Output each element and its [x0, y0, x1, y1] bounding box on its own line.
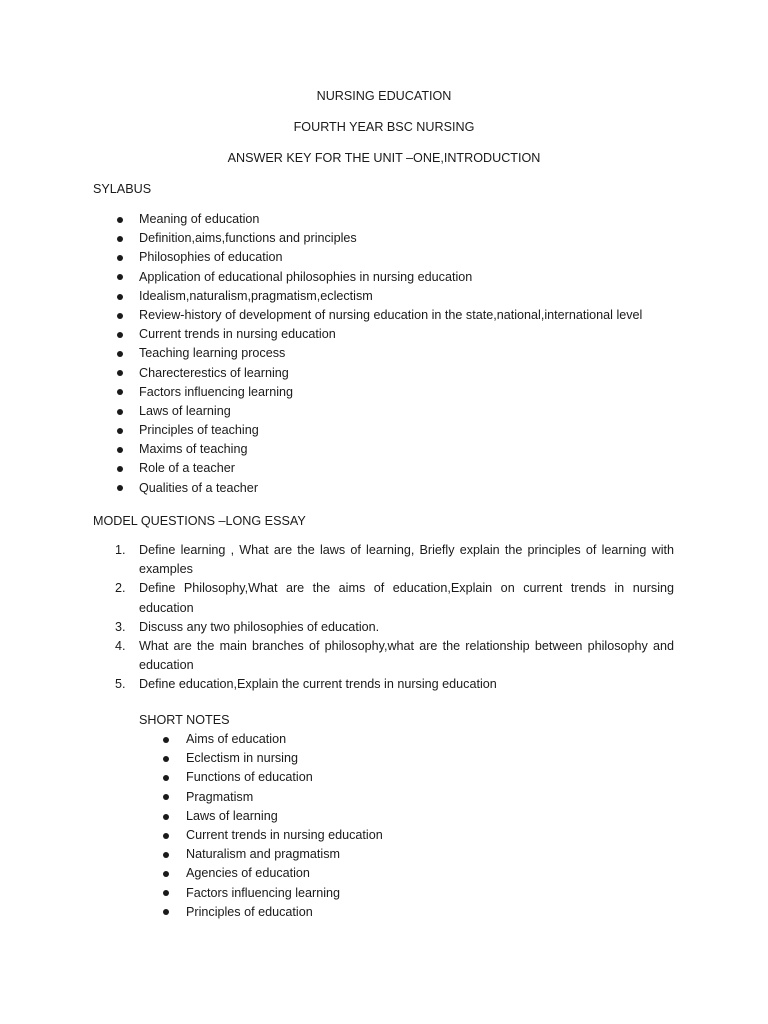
short-notes-heading: SHORT NOTES — [139, 713, 230, 727]
question-number: 4. — [115, 639, 126, 654]
list-item: Role of a teacher — [0, 459, 768, 478]
list-item: Idealism,naturalism,pragmatism,eclectism — [0, 287, 768, 306]
document-unit-heading: ANSWER KEY FOR THE UNIT –ONE,INTRODUCTION — [227, 151, 541, 165]
list-item: Philosophies of education — [0, 248, 768, 267]
list-item: Principles of teaching — [0, 421, 768, 440]
list-item: Agencies of education — [0, 864, 768, 883]
list-item: Maxims of teaching — [0, 440, 768, 459]
bullet-icon — [117, 389, 123, 395]
bullet-icon — [163, 794, 169, 800]
list-item: Meaning of education — [0, 210, 768, 229]
bullet-icon — [117, 236, 123, 242]
bullet-icon — [163, 814, 169, 820]
list-item: Functions of education — [0, 768, 768, 787]
question-number: 2. — [115, 581, 126, 596]
list-item: Current trends in nursing education — [0, 826, 768, 845]
bullet-icon — [117, 217, 123, 223]
bullet-icon — [117, 313, 123, 319]
bullet-icon — [117, 485, 123, 491]
list-item: Review-history of development of nursing education in the state,national,international level — [0, 306, 768, 325]
document-subtitle: FOURTH YEAR BSC NURSING — [293, 120, 475, 134]
bullet-icon — [117, 294, 123, 300]
syllabus-list — [0, 210, 768, 498]
list-item: Factors influencing learning — [0, 383, 768, 402]
long-essay-heading: MODEL QUESTIONS –LONG ESSAY — [93, 514, 306, 528]
document-title: NURSING EDUCATION — [316, 89, 452, 103]
question-item — [0, 618, 768, 637]
question-item — [0, 541, 768, 579]
list-item: Application of educational philosophies in nursing education — [0, 268, 768, 287]
list-item: Principles of education — [0, 903, 768, 922]
bullet-icon — [117, 274, 123, 280]
list-item: Eclectism in nursing — [0, 749, 768, 768]
list-item: Charecterestics of learning — [0, 364, 768, 383]
question-item — [0, 579, 768, 617]
list-item: Qualities of a teacher — [0, 479, 768, 498]
list-item: Laws of learning — [0, 807, 768, 826]
bullet-icon — [163, 737, 169, 743]
question-item — [0, 675, 768, 694]
list-item: Pragmatism — [0, 788, 768, 807]
bullet-icon — [163, 833, 169, 839]
question-text: Discuss any two philosophies of education. — [139, 619, 380, 634]
list-item: Current trends in nursing education — [0, 325, 768, 344]
bullet-icon — [163, 871, 169, 877]
question-item — [0, 637, 768, 675]
syllabus-heading: SYLABUS — [93, 182, 152, 196]
list-item: Laws of learning — [0, 402, 768, 421]
bullet-icon — [117, 332, 123, 338]
long-essay-questions — [0, 541, 768, 695]
list-item: Naturalism and pragmatism — [0, 845, 768, 864]
bullet-icon — [163, 890, 169, 896]
question-text: What are the main branches of philosophy,what are the relationship between philosophy and education — [139, 639, 674, 673]
list-item: Teaching learning process — [0, 344, 768, 363]
bullet-icon — [117, 370, 123, 376]
bullet-icon — [117, 351, 123, 357]
bullet-icon — [163, 775, 169, 781]
question-number: 5. — [115, 677, 126, 692]
list-item: Definition,aims,functions and principles — [0, 229, 768, 248]
bullet-icon — [163, 756, 169, 762]
bullet-icon — [117, 466, 123, 472]
question-text: Define learning , What are the laws of learning, Briefly explain the principles of learning with examples — [139, 543, 674, 577]
bullet-icon — [163, 852, 169, 858]
question-text: Define education,Explain the current trends in nursing education — [139, 677, 497, 692]
bullet-icon — [117, 428, 123, 434]
short-notes-list — [0, 730, 768, 922]
bullet-icon — [117, 409, 123, 415]
question-text: Define Philosophy,What are the aims of education,Explain on current trends in nursing education — [139, 581, 674, 615]
question-number: 1. — [115, 543, 126, 557]
list-item: Factors influencing learning — [0, 884, 768, 903]
bullet-icon — [163, 909, 169, 915]
list-item: Aims of education — [0, 730, 768, 749]
question-number: 3. — [115, 619, 126, 634]
bullet-icon — [117, 255, 123, 261]
bullet-icon — [117, 447, 123, 453]
